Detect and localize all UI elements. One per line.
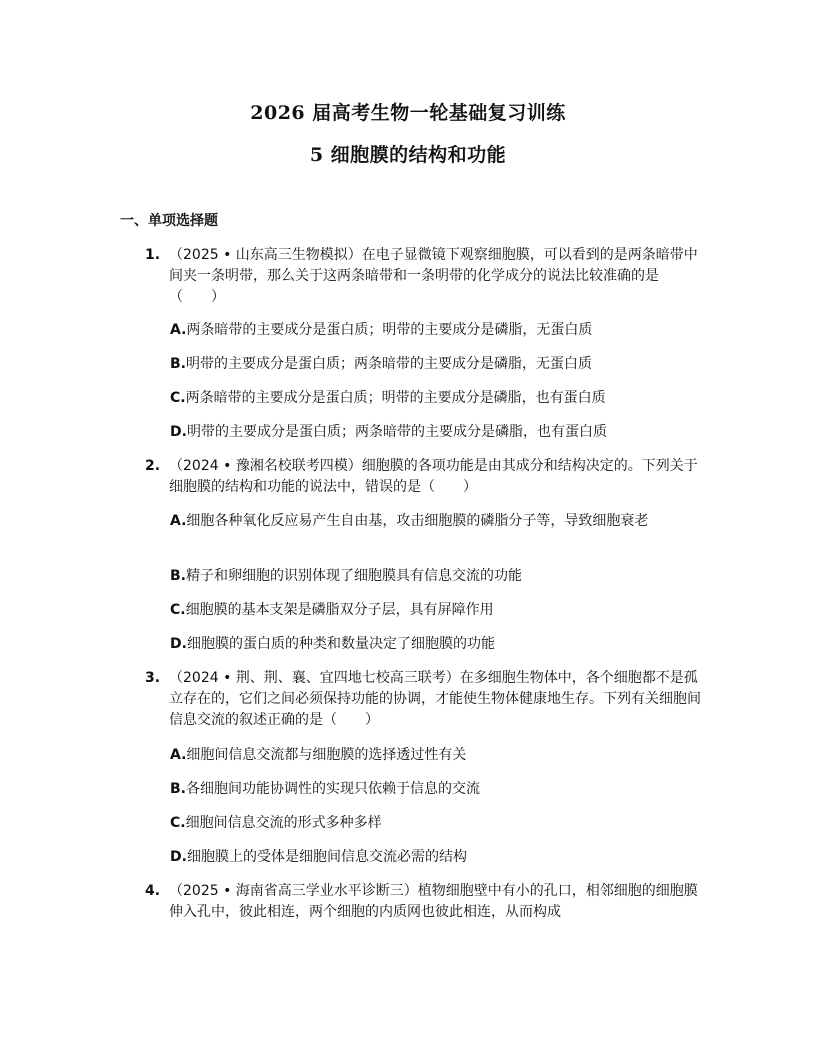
option-text: 细胞间信息交流都与细胞膜的选择透过性有关 [186,747,467,763]
option-a [170,320,710,340]
option-text: 两条暗带的主要成分是蛋白质；明带的主要成分是磷脂，无蛋白质 [186,322,593,338]
option-text: 细胞膜的蛋白质的种类和数量决定了细胞膜的功能 [186,636,495,652]
document-subtitle: 5 细胞膜的结构和功能 [309,144,507,166]
option-text: 两条暗带的主要成分是蛋白质；明带的主要成分是磷脂，也有蛋白质 [185,390,606,406]
option-d [170,847,710,867]
option-text: 细胞间信息交流的形式多种多样 [185,815,382,831]
question-number: 4. [145,883,161,899]
option-label: B. [170,781,186,797]
option-label: B. [170,356,186,372]
question-stem: （2024 • 荆、荆、襄、宜四地七校高三联考）在多细胞生物体中，各个细胞都不是孤立存在的，它们之间必须保持功能的协调，才能使生物体健康地生存。下列有关细胞间信息交流的叙述正确的是（ ） [169,670,701,728]
option-d [170,634,710,654]
option-label: D. [170,849,187,865]
option-label: C. [170,815,186,831]
document-title: 2026 届高考生物一轮基础复习训练 [250,102,566,124]
question-1 [145,245,705,308]
option-label: D. [170,636,187,652]
option-text: 精子和卵细胞的识别体现了细胞膜具有信息交流的功能 [186,568,522,584]
option-label: A. [170,747,187,763]
option-c [170,388,710,408]
question-4 [145,881,705,923]
option-label: C. [170,390,186,406]
option-text: 明带的主要成分是蛋白质；两条暗带的主要成分是磷脂，也有蛋白质 [186,424,607,440]
question-stem: （2025 • 山东高三生物模拟）在电子显微镜下观察细胞膜，可以看到的是两条暗带中间夹一条明带，那么关于这两条暗带和一条明带的化学成分的说法比较准确的是（ ） [169,247,698,305]
option-label: C. [170,602,186,618]
option-label: A. [170,513,187,529]
question-stem: （2024 • 豫湘名校联考四模）细胞膜的各项功能是由其成分和结构决定的。下列关于细胞膜的结构和功能的说法中，错误的是（ ） [169,458,698,495]
question-3 [145,668,705,731]
question-number: 1. [145,247,161,263]
option-text: 细胞膜的基本支架是磷脂双分子层，具有屏障作用 [185,602,494,618]
option-label: B. [170,568,186,584]
question-2 [145,456,705,498]
option-c [170,600,710,620]
option-b [170,566,710,586]
option-text: 各细胞间功能协调性的实现只依赖于信息的交流 [186,781,480,797]
section-heading: 一、单项选择题 [120,213,218,229]
option-text: 明带的主要成分是蛋白质；两条暗带的主要成分是磷脂，无蛋白质 [186,356,592,372]
option-text: 细胞各种氧化反应易产生自由基，攻击细胞膜的磷脂分子等，导致细胞衰老 [186,513,649,529]
question-number: 2. [145,458,161,474]
option-label: A. [170,322,187,338]
option-b [170,779,710,799]
question-number: 3. [145,670,161,686]
option-d [170,422,710,442]
option-label: D. [170,424,187,440]
question-stem: （2025 • 海南省高三学业水平诊断三）植物细胞壁中有小的孔口，相邻细胞的细胞膜伸入孔中，彼此相连，两个细胞的内质网也彼此相连，从而构成 [169,883,698,920]
option-a [170,745,710,765]
option-c [170,813,710,833]
option-b [170,354,710,374]
option-a [170,511,710,531]
option-text: 细胞膜上的受体是细胞间信息交流必需的结构 [186,849,467,865]
